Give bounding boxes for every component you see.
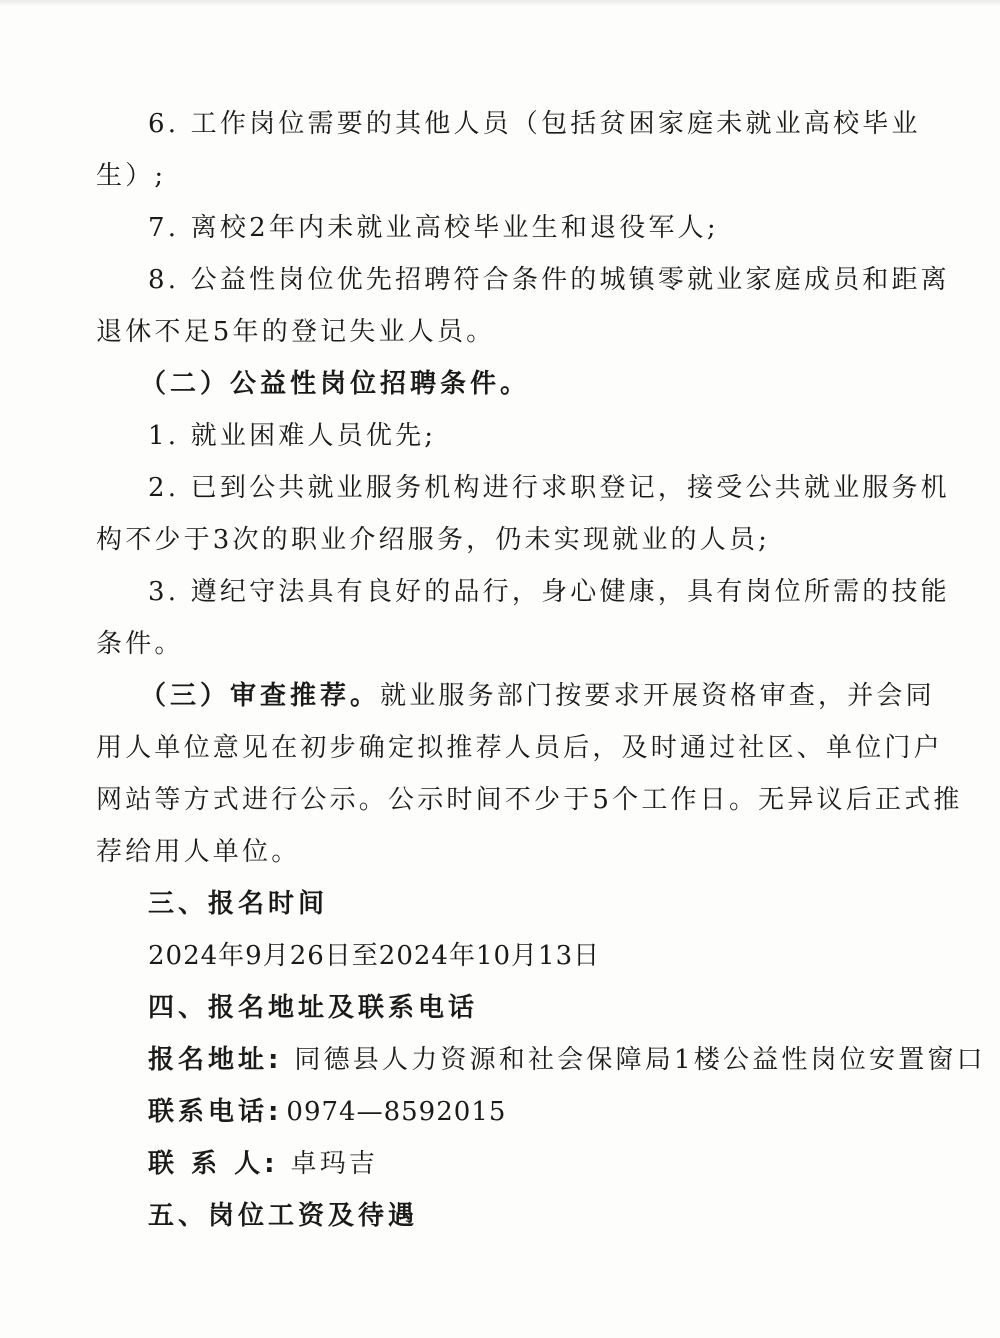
condition-2-line-2: 构不少于3次的职业介绍服务，仍未实现就业的人员; — [96, 525, 771, 555]
item-8-line-1: 8. 公益性岗位优先招聘符合条件的城镇零就业家庭成员和距离 — [148, 265, 950, 295]
condition-3-line-2: 条件。 — [96, 629, 184, 659]
section-3-text: 就业服务部门按要求开展资格审查，并会同 — [380, 681, 935, 711]
address-row — [148, 1034, 986, 1086]
item-6-line-2: 生）; — [96, 161, 167, 191]
scan-edge — [0, 0, 1000, 6]
item-7: 7. 离校2年内未就业高校毕业生和退役军人; — [148, 213, 719, 243]
condition-2-line-1: 2. 已到公共就业服务机构进行求职登记，接受公共就业服务机 — [148, 473, 950, 503]
registration-dates: 2024年9月26日至2024年10月13日 — [148, 941, 601, 971]
section-3-line-4: 荐给用人单位。 — [96, 837, 301, 867]
heading-registration-time: 三、报名时间 — [148, 889, 329, 919]
section-3-line-2: 用人单位意见在初步确定拟推荐人员后，及时通过社区、单位门户 — [96, 733, 943, 763]
phone-value: 0974—8592015 — [286, 1097, 507, 1127]
section-3-line-1 — [140, 670, 935, 722]
contact-row — [148, 1138, 378, 1190]
heading-salary: 五、岗位工资及待遇 — [148, 1201, 419, 1231]
item-6-line-1: 6. 工作岗位需要的其他人员（包括贫困家庭未就业高校毕业 — [148, 109, 921, 139]
phone-label: 联系电话: — [148, 1097, 283, 1127]
item-8-line-2: 退休不足5年的登记失业人员。 — [96, 317, 496, 347]
section-3-heading: （三）审查推荐。 — [140, 681, 381, 711]
address-value: 同德县人力资源和社会保障局1楼公益性岗位安置窗口 — [294, 1045, 986, 1075]
contact-label: 联 系 人: — [148, 1149, 279, 1179]
address-label: 报名地址: — [148, 1045, 283, 1075]
contact-value: 卓玛吉 — [290, 1149, 379, 1179]
condition-1: 1. 就业困难人员优先; — [148, 421, 437, 451]
section-3-line-3: 网站等方式进行公示。公示时间不少于5个工作日。无异议后正式推 — [96, 785, 963, 815]
phone-row — [148, 1086, 506, 1138]
heading-address-contact: 四、报名地址及联系电话 — [148, 993, 479, 1023]
section-2-heading: （二）公益性岗位招聘条件。 — [140, 369, 531, 399]
condition-3-line-1: 3. 遵纪守法具有良好的品行，身心健康，具有岗位所需的技能 — [148, 577, 950, 607]
